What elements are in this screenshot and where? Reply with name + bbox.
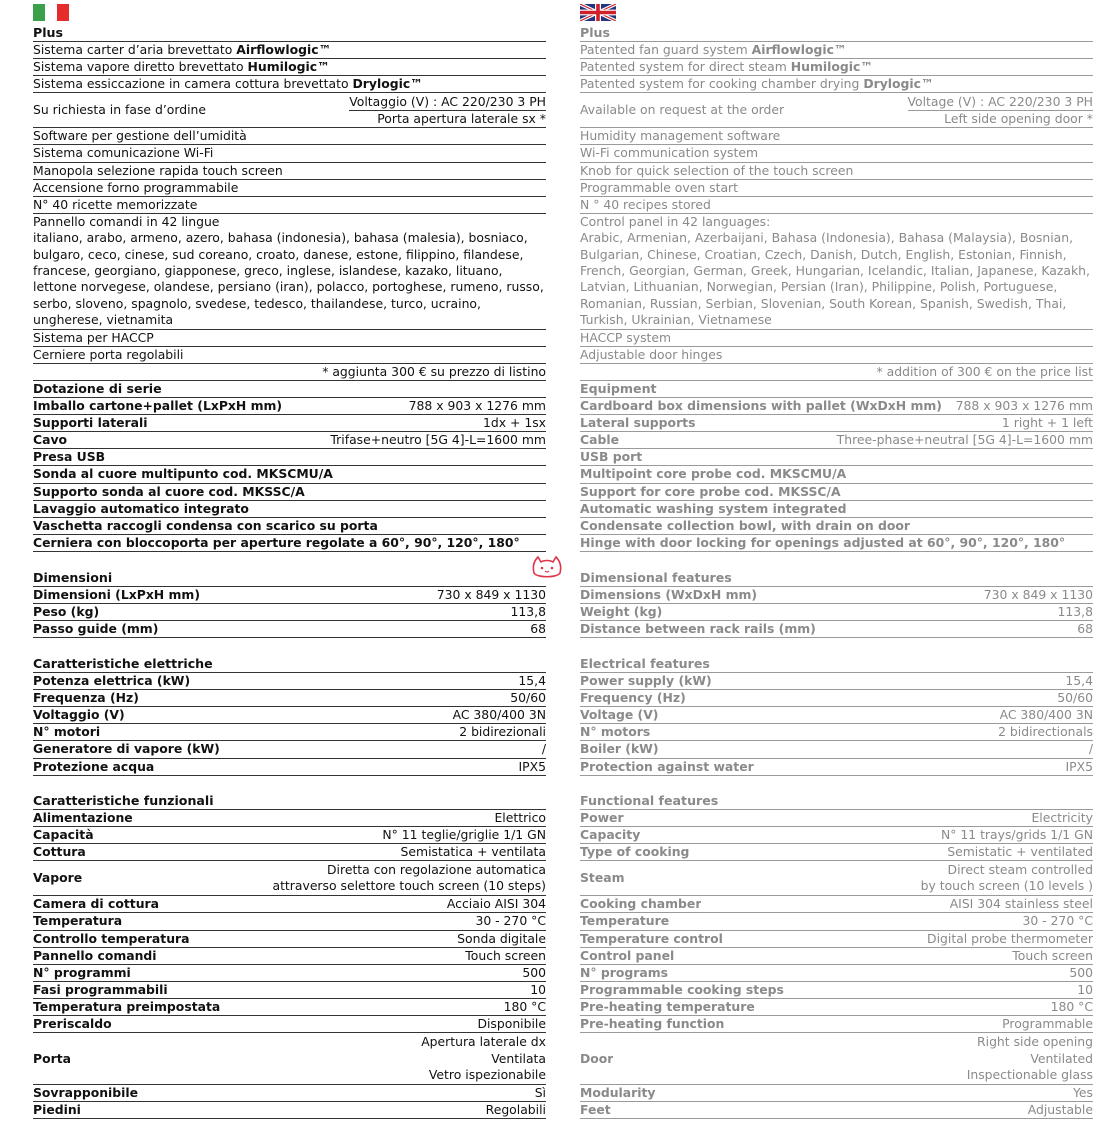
spec-row: N° motori 2 bidirezionali — [33, 724, 546, 741]
section-title: Dimensional features — [580, 570, 1093, 587]
spec-row: Lateral supports 1 right + 1 left — [580, 415, 1093, 432]
feature-item: Humidity management software — [580, 128, 1093, 145]
functional-section — [580, 793, 1093, 1119]
spec-row: Support for core probe cod. MKSSC/A — [580, 484, 1093, 501]
spec-row: Controllo temperatura Sonda digitale — [33, 931, 546, 948]
spec-row: Weight (kg) 113,8 — [580, 604, 1093, 621]
section-title: Caratteristiche funzionali — [33, 793, 546, 810]
spec-row: Cardboard box dimensions with pallet (WxDxH mm) 788 x 903 x 1276 mm — [580, 398, 1093, 415]
spec-row: Feet Adjustable — [580, 1102, 1093, 1119]
feature-item: Programmable oven start — [580, 180, 1093, 197]
spec-row: Boiler (kW) / — [580, 741, 1093, 758]
spec-row: N° programs 500 — [580, 965, 1093, 982]
plus-item: Patented system for direct steam Humilogic™ — [580, 59, 1093, 76]
feature-item: Software per gestione dell’umidità — [33, 128, 546, 145]
spec-row: Temperature control Digital probe thermometer — [580, 931, 1093, 948]
spec-row: Programmable cooking steps 10 — [580, 982, 1093, 999]
spec-row: Camera di cottura Acciaio AISI 304 — [33, 896, 546, 913]
spec-row: Supporti laterali 1dx + 1sx — [33, 415, 546, 432]
spec-row: Capacity N° 11 trays/grids 1/1 GN — [580, 827, 1093, 844]
feature-item: Adjustable door hinges — [580, 347, 1093, 364]
spec-row: Sonda al cuore multipunto cod. MKSCMU/A — [33, 466, 546, 483]
spec-row: Pre-heating function Programmable — [580, 1016, 1093, 1033]
spec-row: Sovrapponibile Sì — [33, 1085, 546, 1102]
spec-row: Supporto sonda al cuore cod. MKSSC/A — [33, 484, 546, 501]
spec-row: Voltage (V) AC 380/400 3N — [580, 707, 1093, 724]
section-title: Caratteristiche elettriche — [33, 656, 546, 673]
spec-row: Capacità N° 11 teglie/griglie 1/1 GN — [33, 827, 546, 844]
steam-row: Steam Direct steam controlled by touch screen (10 levels ) — [580, 861, 1093, 896]
dimensions-section — [33, 570, 546, 638]
spec-row: Protezione acqua IPX5 — [33, 759, 546, 776]
spec-row: Fasi programmabili 10 — [33, 982, 546, 999]
feature-item: N ° 40 recipes stored — [580, 197, 1093, 214]
spec-row: Multipoint core probe cod. MKSCMU/A — [580, 466, 1093, 483]
languages-title: Control panel in 42 languages: — [580, 213, 771, 229]
feature-item: Wi-Fi communication system — [580, 145, 1093, 162]
languages-title: Pannello comandi in 42 lingue — [33, 213, 220, 229]
plus-item: Sistema vapore diretto brevettato Humilogic™ — [33, 59, 546, 76]
spec-row: Generatore di vapore (kW) / — [33, 741, 546, 758]
steam-row: Vapore Diretta con regolazione automatica attraverso selettore touch screen (10 steps) — [33, 861, 546, 896]
feature-item: Cerniere porta regolabili — [33, 347, 546, 364]
price-note: * addition of 300 € on the price list — [580, 364, 1093, 381]
plus-item: Patented system for cooking chamber drying Drylogic™ — [580, 76, 1093, 93]
section-title: Functional features — [580, 793, 1093, 810]
spec-row: Frequency (Hz) 50/60 — [580, 690, 1093, 707]
spec-row: Power Electricity — [580, 810, 1093, 827]
spec-row: Potenza elettrica (kW) 15,4 — [33, 673, 546, 690]
spec-row: Peso (kg) 113,8 — [33, 604, 546, 621]
section-title: Electrical features — [580, 656, 1093, 673]
plus-item: Patented fan guard system Airflowlogic™ — [580, 42, 1093, 59]
spec-row: Condensate collection bowl, with drain on door — [580, 518, 1093, 535]
door-row: Door Right side opening Ventilated Inspectionable glass — [580, 1033, 1093, 1085]
spec-row: Power supply (kW) 15,4 — [580, 673, 1093, 690]
section-title: Plus — [33, 25, 546, 42]
spec-row: Cerniera con bloccoporta per aperture regolate a 60°, 90°, 120°, 180° — [33, 535, 546, 552]
languages-block — [580, 214, 1093, 330]
door-row: Porta Apertura laterale dx Ventilata Vetro ispezionabile — [33, 1033, 546, 1085]
spec-row: N° programmi 500 — [33, 965, 546, 982]
spec-row: Frequenza (Hz) 50/60 — [33, 690, 546, 707]
feature-item: Sistema per HACCP — [33, 330, 546, 347]
spec-row: Cable Three-phase+neutral [5G 4]-L=1600 mm — [580, 432, 1093, 449]
languages-list: italiano, arabo, armeno, azero, bahasa (indonesia), bahasa (malesia), bosniaco, bulgaro, ceco, cinese, sud coreano, croato, danese, estone, filippino, filandese, francese, georgiano, giapponese, greco, inglese, islandese, kazako, lituano, lettone norvegese, olandese, persiano (iran), polacco, portoghese, rumeno, russo, serbo, sloveno, spagnolo, svedese, tedesco, thailandese, turco, ucraino, ungherese, vietnamita — [33, 230, 544, 328]
section-title: Equipment — [580, 381, 1093, 398]
spec-row: Modularity Yes — [580, 1085, 1093, 1102]
languages-block — [33, 214, 546, 330]
spec-row: Vaschetta raccogli condensa con scarico su porta — [33, 518, 546, 535]
spec-row: Imballo cartone+pallet (LxPxH mm) 788 x 903 x 1276 mm — [33, 398, 546, 415]
feature-item: Sistema comunicazione Wi-Fi — [33, 145, 546, 162]
electrical-section — [33, 656, 546, 776]
section-title: Dotazione di serie — [33, 381, 546, 398]
spec-row: Automatic washing system integrated — [580, 501, 1093, 518]
spec-row: Dimensions (WxDxH mm) 730 x 849 x 1130 — [580, 587, 1093, 604]
spec-row: Temperatura 30 - 270 °C — [33, 913, 546, 930]
feature-item: N° 40 ricette memorizzate — [33, 197, 546, 214]
section-title: Plus — [580, 25, 1093, 42]
spec-row: Temperature 30 - 270 °C — [580, 913, 1093, 930]
plus-section — [580, 25, 1093, 381]
feature-item: Accensione forno programmabile — [33, 180, 546, 197]
spec-row: Cavo Trifase+neutro [5G 4]-L=1600 mm — [33, 432, 546, 449]
spec-row: Control panel Touch screen — [580, 948, 1093, 965]
spec-row: Hinge with door locking for openings adjusted at 60°, 90°, 120°, 180° — [580, 535, 1093, 552]
functional-section — [33, 793, 546, 1119]
spec-row: Pre-heating temperature 180 °C — [580, 999, 1093, 1016]
spec-row: Distance between rack rails (mm) 68 — [580, 621, 1093, 638]
plus-item: Sistema carter d’aria brevettato Airflowlogic™ — [33, 42, 546, 59]
spec-row: Lavaggio automatico integrato — [33, 501, 546, 518]
equipment-section — [33, 381, 546, 552]
equipment-section — [580, 381, 1093, 552]
feature-item: HACCP system — [580, 330, 1093, 347]
on-request-row: Available on request at the order Voltage (V) : AC 220/230 3 PH Left side opening door * — [580, 93, 1093, 128]
price-note: * aggiunta 300 € su prezzo di listino — [33, 364, 546, 381]
spec-row: Temperatura preimpostata 180 °C — [33, 999, 546, 1016]
feature-item: Knob for quick selection of the touch screen — [580, 163, 1093, 180]
spec-row: Voltaggio (V) AC 380/400 3N — [33, 707, 546, 724]
plus-section — [33, 25, 546, 381]
spec-row: Alimentazione Elettrico — [33, 810, 546, 827]
section-title: Dimensioni — [33, 570, 546, 587]
spec-row: Dimensioni (LxPxH mm) 730 x 849 x 1130 — [33, 587, 546, 604]
electrical-section — [580, 656, 1093, 776]
spec-row: Preriscaldo Disponibile — [33, 1016, 546, 1033]
spec-row: Pannello comandi Touch screen — [33, 948, 546, 965]
plus-item: Sistema essiccazione in camera cottura brevettato Drylogic™ — [33, 76, 546, 93]
spec-row: Piedini Regolabili — [33, 1102, 546, 1119]
italian-flag-icon — [33, 4, 69, 21]
spec-row: Presa USB — [33, 449, 546, 466]
feature-item: Manopola selezione rapida touch screen — [33, 163, 546, 180]
spec-row: Cooking chamber AISI 304 stainless steel — [580, 896, 1093, 913]
spec-row: N° motors 2 bidirectionals — [580, 724, 1093, 741]
spec-row: USB port — [580, 449, 1093, 466]
spec-row: Type of cooking Semistatic + ventilated — [580, 844, 1093, 861]
spec-row: Passo guide (mm) 68 — [33, 621, 546, 638]
languages-list: Arabic, Armenian, Azerbaijani, Bahasa (Indonesia), Bahasa (Malaysia), Bosnian, Bulgarian, Chinese, Croatian, Czech, Danish, Dutch, English, Estonian, Finnish, French, Georgian, German, Greek, Hungarian, Icelandic, Italian, Japanese, Kazakh, Latvian, Lithuanian, Norwegian, Persian (Iran), Philippine, Polish, Portuguese, Romanian, Russian, Serbian, Slovenian, South Korean, Spanish, Swedish, Thai, Turkish, Ukrainian, Vietnamese — [580, 230, 1090, 328]
spec-row: Cottura Semistatica + ventilata — [33, 844, 546, 861]
uk-flag-icon — [580, 4, 616, 21]
dimensions-section — [580, 570, 1093, 638]
spec-row: Protection against water IPX5 — [580, 759, 1093, 776]
on-request-row: Su richiesta in fase d’ordine Voltaggio (V) : AC 220/230 3 PH Porta apertura laterale sx * — [33, 93, 546, 128]
